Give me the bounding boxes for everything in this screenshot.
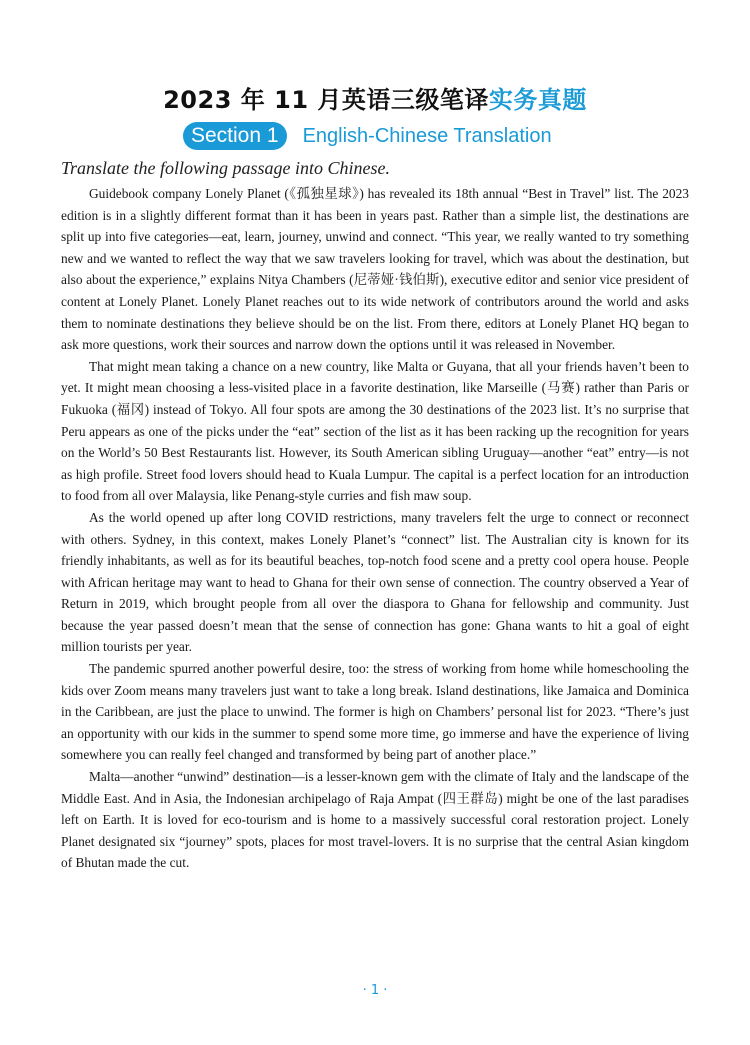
passage-body	[61, 183, 689, 874]
paragraph: Malta—another “unwind” destination—is a lesser-known gem with the climate of Italy and the landscape of the Middle East. And in Asia, the Indonesian archipelago of Raja Ampat (四王群岛) might be one of the last paradises left on Earth. It is loved for eco-tourism and is home to a massively successful coral restoration project. Lonely Planet designated six “journey” spots, places for most travel-lovers. It is no surprise that the central Asian kingdom of Bhutan made the cut.	[61, 769, 689, 871]
paragraph: Guidebook company Lonely Planet (《孤独星球》) has revealed its 18th annual “Best in Travel” list. The 2023 edition is in a slightly different format than it has been in years past. Rather than a simple list, the destinations are split up into five categories—eat, learn, journey, unwind and connect. “This year, we really wanted to try something new and we wanted to reflect the way that we saw travelers looking for travel, which was about the destination, but also about the experience,” explains Nitya Chambers (尼蒂娅·钱伯斯), executive editor and senior vice president of content at Lonely Planet. Lonely Planet reaches out to its wide network of contributors around the world and asks them to nominate destinations they believe should be on the list. From there, editors at Lonely Planet HQ began to ask more questions, work their sources and narrow down the options until it was released in November.	[61, 186, 689, 353]
paragraph: As the world opened up after long COVID restrictions, many travelers felt the urge to connect or reconnect with others. Sydney, in this context, makes Lonely Planet’s “connect” list. The Australian city is known for its friendly inhabitants, as well as for its beautiful beaches, top-notch food scene and a pretty cool opera house. People with African heritage may want to head to Ghana for their own sense of connection. The country observed a Year of Return in 2019, which brought people from all over the diaspora to Ghana for fellowship and community. Just because the year passed doesn’t mean that the sense of connection has gone: Ghana wants to hit a goal of eight million tourists per year.	[61, 509, 689, 655]
paragraph: The pandemic spurred another powerful desire, too: the stress of working from home while homeschooling the kids over Zoom means many travelers just want to take a long break. Island destinations, like Jamaica and Dominica in the Caribbean, are just the place to unwind. The former is high on Chambers’ personal list for 2023. “There’s just an opportunity with our kids in the summer to spend some more time, go immerse and have the experience of living somewhere you can really feel changed and transformed by being part of another place.”	[61, 661, 689, 763]
section-subtitle: English-Chinese Translation	[302, 124, 552, 147]
section-heading	[183, 122, 552, 150]
section-badge: Section 1	[183, 122, 287, 150]
page-number: · 1 ·	[362, 983, 388, 998]
title-main: 2023 年 11 月英语三级笔译	[163, 86, 489, 114]
instruction-text: Translate the following passage into Chinese.	[61, 158, 391, 178]
title-accent: 实务真题	[488, 86, 587, 114]
page-title	[0, 80, 750, 115]
paragraph: That might mean taking a chance on a new country, like Malta or Guyana, that all your friends haven’t been to yet. It might mean choosing a less-visited place in a favorite destination, like Marseille (马赛) rather than Paris or Fukuoka (福冈) instead of Tokyo. All four spots are among the 30 destinations of the 2023 list. It’s no surprise that Peru appears as one of the picks under the “eat” section of the list as it has been racking up the recognition for years on the World’s 50 Best Restaurants list. However, its South American sibling Uruguay—another “eat” entry—is not as high profile. Street food lovers should head to Kuala Lumpur. The capital is a perfect location for an introduction to food from all over Malaysia, like Penang-style curries and fish maw soup.	[61, 358, 689, 504]
